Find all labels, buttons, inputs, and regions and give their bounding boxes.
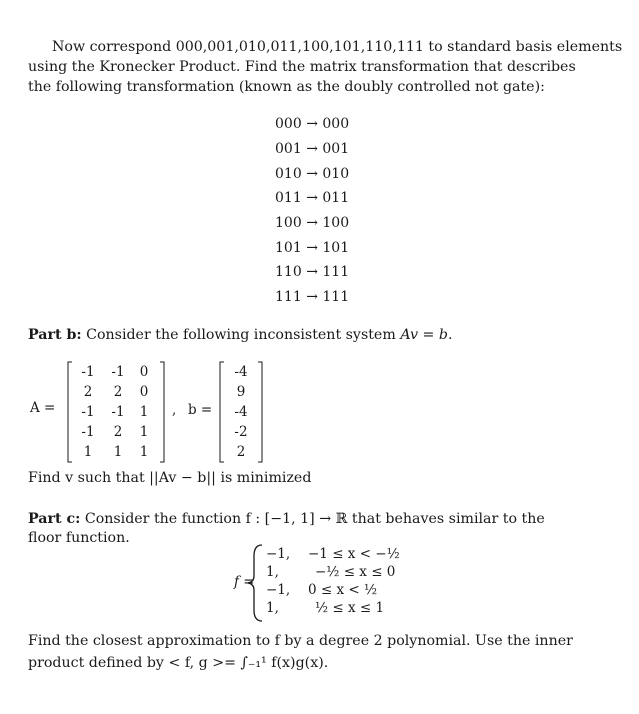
part-c-label: Part c: xyxy=(28,511,81,527)
matrix-cell: -1 xyxy=(111,364,125,380)
matrix-cell: 0 xyxy=(139,364,149,380)
intro-line-1: Now correspond 000,001,010,011,100,101,110,111 to standard basis elements xyxy=(52,39,623,55)
transform-to: 101 xyxy=(322,240,350,256)
intro-line-3: the following transformation (known as the doubly controlled not gate): xyxy=(28,79,545,95)
arrow-icon: → xyxy=(306,264,318,280)
arrow-icon: → xyxy=(306,141,318,157)
transform-from: 101 xyxy=(275,240,302,256)
part-b-text: Consider the following inconsistent system xyxy=(86,327,396,343)
transform-to: 111 xyxy=(322,264,350,280)
transform-from: 100 xyxy=(275,215,302,231)
case-value: −1, xyxy=(266,546,291,562)
case-condition: 0 ≤ x < ½ xyxy=(308,582,378,598)
transform-to: 100 xyxy=(322,215,350,231)
vector-cell: 2 xyxy=(236,444,246,460)
transform-from: 010 xyxy=(275,166,302,182)
matrix-cell: 2 xyxy=(113,424,123,440)
transform-to: 011 xyxy=(322,190,350,206)
transform-to: 010 xyxy=(322,166,350,182)
matrix-cell: -1 xyxy=(81,364,95,380)
case-condition: −1 ≤ x < −½ xyxy=(308,546,400,562)
part-c-closing-1: Find the closest approximation to f by a degree 2 polynomial. Use the inner xyxy=(28,633,573,649)
matrix-cell: 2 xyxy=(83,384,93,400)
part-b-equation: Av = b. xyxy=(400,327,453,343)
vector-b-label: b = xyxy=(188,402,213,418)
transform-from: 110 xyxy=(275,264,302,280)
vector-cell: -2 xyxy=(234,424,248,440)
arrow-icon: → xyxy=(306,240,318,256)
arrow-icon: → xyxy=(306,166,318,182)
transform-from: 000 xyxy=(275,116,302,132)
case-value: 1, xyxy=(266,600,279,616)
arrow-icon: → xyxy=(306,289,318,305)
arrow-icon: → xyxy=(306,116,318,132)
arrow-icon: → xyxy=(306,215,318,231)
matrix-cell: 1 xyxy=(83,444,93,460)
matrix-cell: 1 xyxy=(113,444,123,460)
matrix-cell: 1 xyxy=(139,404,149,420)
case-condition: −½ ≤ x ≤ 0 xyxy=(315,564,396,580)
transform-from: 001 xyxy=(275,141,302,157)
part-b-find: Find v such that ||Av − b|| is minimized xyxy=(28,470,312,486)
transform-from: 111 xyxy=(275,289,302,305)
vector-cell: -4 xyxy=(234,404,248,420)
matrix-cell: -1 xyxy=(111,404,125,420)
transform-to: 001 xyxy=(322,141,350,157)
matrix-cell: 2 xyxy=(113,384,123,400)
part-c-line-1: Consider the function f : [−1, 1] → ℝ that behaves similar to the xyxy=(84,511,545,527)
arrow-icon: → xyxy=(306,190,318,206)
matrix-cell: 1 xyxy=(139,424,149,440)
part-c-closing-2: product defined by < f, g >= ∫₋₁¹ f(x)g(x). xyxy=(28,655,329,671)
transform-to: 000 xyxy=(322,116,350,132)
vector-cell: 9 xyxy=(236,384,246,400)
matrix-cell: 1 xyxy=(139,444,149,460)
vector-cell: -4 xyxy=(234,364,248,380)
matrix-cell: -1 xyxy=(81,404,95,420)
transform-from: 011 xyxy=(275,190,302,206)
matrix-cell: 0 xyxy=(139,384,149,400)
intro-line-2: using the Kronecker Product. Find the matrix transformation that describes xyxy=(28,59,576,75)
part-b-label: Part b: xyxy=(28,327,82,343)
matrix-a-label: A = xyxy=(30,400,56,416)
case-condition: ½ ≤ x ≤ 1 xyxy=(315,600,385,616)
transform-to: 111 xyxy=(322,289,350,305)
case-value: −1, xyxy=(266,582,291,598)
f-label: f = xyxy=(234,574,255,590)
case-value: 1, xyxy=(266,564,279,580)
part-c-line-2: floor function. xyxy=(28,530,130,546)
matrix-comma: , xyxy=(172,402,177,418)
matrix-cell: -1 xyxy=(81,424,95,440)
